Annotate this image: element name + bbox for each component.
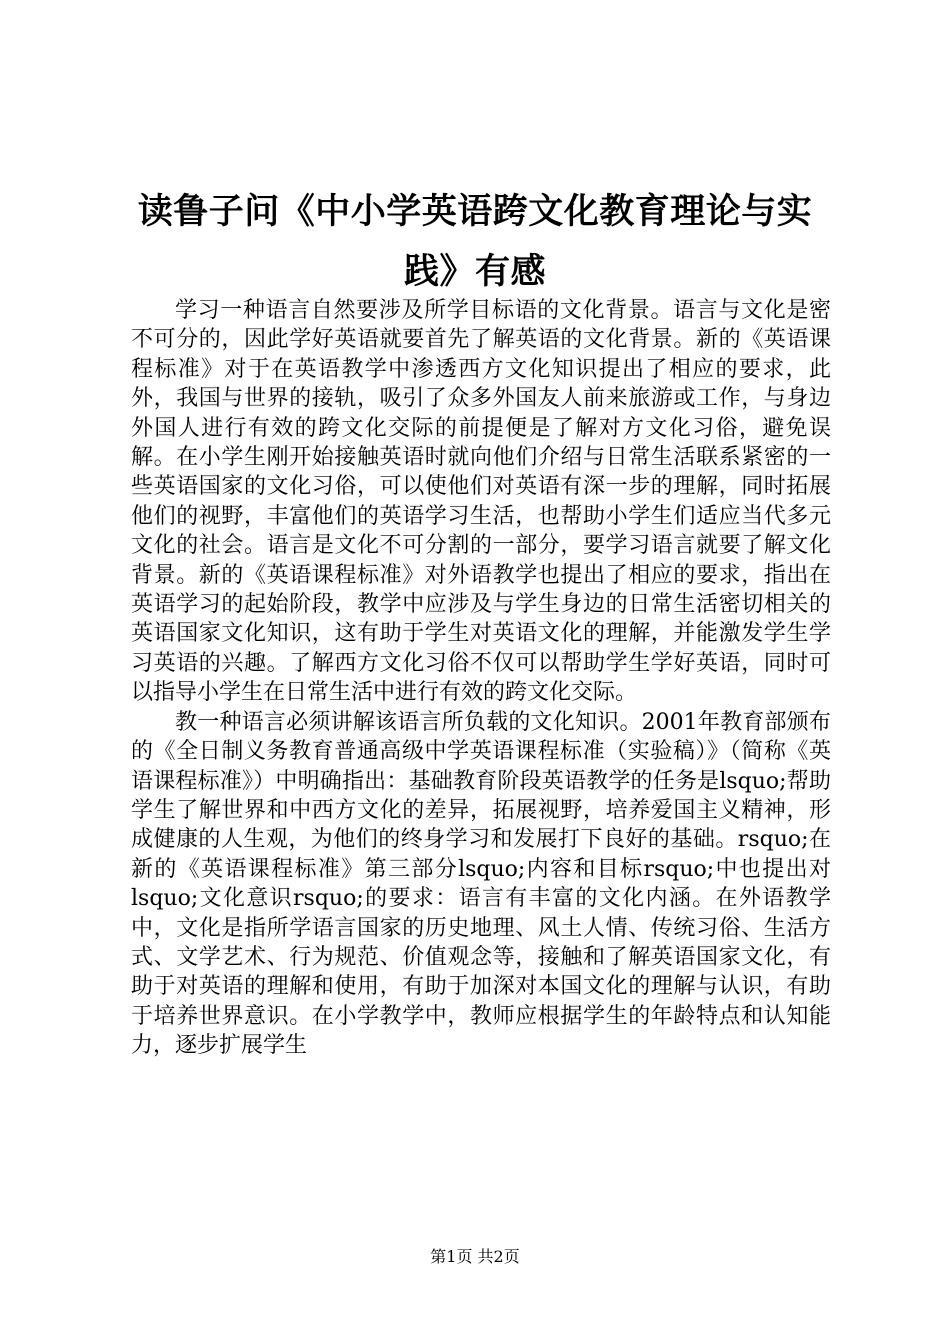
page-number-footer: 第1页 共2页 [430,1247,520,1266]
document-title: 读鲁子问《中小学英语跨文化教育理论与实践》有感 [137,191,813,292]
paragraph: 教一种语言必须讲解该语言所负载的文化知识。2001年教育部颁布的《全日制义务教育普通高级中学英语课程标准（实验稿）》（简称《英语课程标准》）中明确指出：基础教育阶段英语教学的任务是lsquo;帮助学生了解世界和中西方文化的差异，拓展视野，培养爱国主义精神，形成健康的人生观，为他们的终身学习和发展打下良好的基础。rsquo;在新的《英语课程标准》第三部分lsquo;内容和目标rsquo;中也提出对lsquo;文化意识rsquo;的要求：语言有丰富的文化内涵。在外语教学中，文化是指所学语言国家的历史地理、风土人情、传统习俗、生活方式、文学艺术、行为规范、价值观念等，接触和了解英语国家文化，有助于对英语的理解和使用，有助于加深对本国文化的理解与认识，有助于培养世界意识。在小学教学中，教师应根据学生的年龄特点和认知能力，逐步扩展学生 [131,709,831,1059]
document-body [131,296,831,1061]
paragraph: 学习一种语言自然要涉及所学目标语的文化背景。语言与文化是密不可分的，因此学好英语就要首先了解英语的文化背景。新的《英语课程标准》对于在英语教学中渗透西方文化知识提出了相应的要求，此外，我国与世界的接轨，吸引了众多外国友人前来旅游或工作，与身边外国人进行有效的跨文化交际的前提便是了解对方文化习俗，避免误解。在小学生刚开始接触英语时就向他们介绍与日常生活联系紧密的一些英语国家的文化习俗，可以使他们对英语有深一步的理解，同时拓展他们的视野，丰富他们的英语学习生活，也帮助小学生们适应当代多元文化的社会。语言是文化不可分割的一部分，要学习语言就要了解文化背景。新的《英语课程标准》对外语教学也提出了相应的要求，指出在英语学习的起始阶段，教学中应涉及与学生身边的日常生活密切相关的英语国家文化知识，这有助于学生对英语文化的理解，并能激发学生学习英语的兴趣。了解西方文化习俗不仅可以帮助学生学好英语，同时可以指导小学生在日常生活中进行有效的跨文化交际。 [131,298,831,706]
